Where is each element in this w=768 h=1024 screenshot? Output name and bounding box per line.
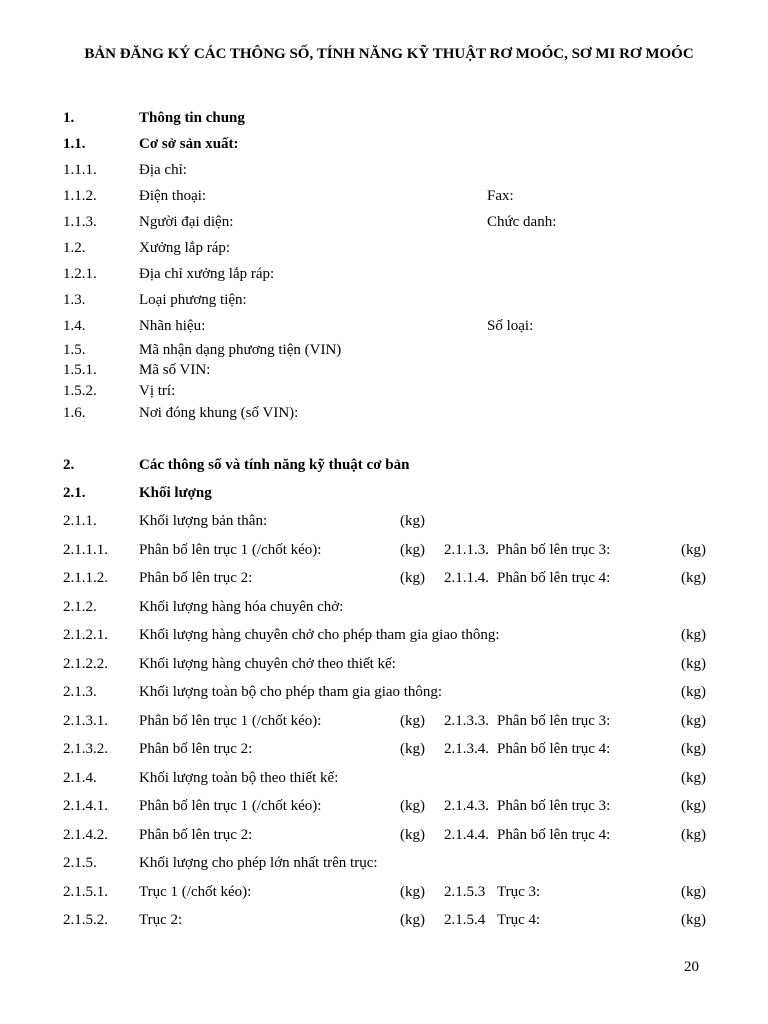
item-number: 1.2. bbox=[63, 240, 86, 256]
item-label: Số loại: bbox=[487, 318, 534, 334]
unit-label: (kg) bbox=[681, 570, 706, 586]
item-label: Phân bố lên trục 4: bbox=[497, 570, 611, 586]
item-number: 2.1.1.2. bbox=[63, 570, 108, 586]
item-label: Khối lượng toàn bộ cho phép tham gia giao thông: bbox=[139, 684, 443, 700]
item-label: Vị trí: bbox=[139, 383, 176, 399]
item-number: 2.1.3.2. bbox=[63, 741, 108, 757]
item-number: 1.1.2. bbox=[63, 188, 97, 204]
item-number: 2.1.1.3. bbox=[444, 542, 489, 558]
section-number: 2. bbox=[63, 457, 75, 473]
unit-label: (kg) bbox=[400, 884, 425, 900]
item-label: Chức danh: bbox=[487, 214, 557, 230]
unit-label: (kg) bbox=[400, 713, 425, 729]
item-number: 2.1.5. bbox=[63, 855, 97, 871]
document-title: BẢN ĐĂNG KÝ CÁC THÔNG SỐ, TÍNH NĂNG KỸ THUẬT RƠ MOÓC, SƠ MI RƠ MOÓC bbox=[84, 46, 694, 62]
item-label: Khối lượng cho phép lớn nhất trên trục: bbox=[139, 855, 378, 871]
section-heading: Cơ sở sản xuất: bbox=[139, 136, 239, 152]
item-label: Nhãn hiệu: bbox=[139, 318, 206, 334]
unit-label: (kg) bbox=[400, 741, 425, 757]
item-label: Fax: bbox=[487, 188, 514, 204]
unit-label: (kg) bbox=[400, 542, 425, 558]
item-label: Xưởng lắp ráp: bbox=[139, 240, 231, 256]
unit-label: (kg) bbox=[681, 827, 706, 843]
section-number: 1. bbox=[63, 110, 75, 126]
item-label: Phân bố lên trục 1 (/chốt kéo): bbox=[139, 542, 322, 558]
item-number: 2.1.4.4. bbox=[444, 827, 489, 843]
unit-label: (kg) bbox=[400, 570, 425, 586]
item-number: 1.1.1. bbox=[63, 162, 97, 178]
item-number: 1.2.1. bbox=[63, 266, 97, 282]
item-label: Người đại diện: bbox=[139, 214, 234, 230]
item-label: Trục 4: bbox=[497, 912, 541, 928]
unit-label: (kg) bbox=[681, 884, 706, 900]
item-number: 1.5. bbox=[63, 342, 86, 358]
item-number: 2.1.2. bbox=[63, 599, 97, 615]
section-number: 1.1. bbox=[63, 136, 86, 152]
item-label: Mã nhận dạng phương tiện (VIN) bbox=[139, 342, 342, 358]
item-number: 2.1.5.4 bbox=[444, 912, 486, 928]
unit-label: (kg) bbox=[681, 542, 706, 558]
item-number: 1.1.3. bbox=[63, 214, 97, 230]
unit-label: (kg) bbox=[681, 798, 706, 814]
item-number: 2.1.1.4. bbox=[444, 570, 489, 586]
unit-label: (kg) bbox=[681, 656, 706, 672]
item-label: Khối lượng hàng hóa chuyên chở: bbox=[139, 599, 344, 615]
item-label: Khối lượng hàng chuyên chở cho phép tham gia giao thông: bbox=[139, 627, 500, 643]
unit-label: (kg) bbox=[400, 513, 425, 529]
item-label: Phân bố lên trục 1 (/chốt kéo): bbox=[139, 713, 322, 729]
unit-label: (kg) bbox=[681, 770, 706, 786]
unit-label: (kg) bbox=[400, 912, 425, 928]
page-number: 20 bbox=[684, 959, 699, 975]
unit-label: (kg) bbox=[681, 684, 706, 700]
item-label: Phân bố lên trục 4: bbox=[497, 741, 611, 757]
item-label: Trục 1 (/chốt kéo): bbox=[139, 884, 252, 900]
item-label: Mã số VIN: bbox=[139, 362, 211, 378]
item-number: 1.5.1. bbox=[63, 362, 97, 378]
item-label: Phân bố lên trục 2: bbox=[139, 827, 253, 843]
section-number: 2.1. bbox=[63, 485, 86, 501]
item-number: 2.1.1.1. bbox=[63, 542, 108, 558]
item-number: 1.4. bbox=[63, 318, 86, 334]
item-label: Phân bố lên trục 4: bbox=[497, 827, 611, 843]
item-number: 2.1.5.2. bbox=[63, 912, 108, 928]
item-label: Loại phương tiện: bbox=[139, 292, 247, 308]
unit-label: (kg) bbox=[400, 798, 425, 814]
item-label: Phân bố lên trục 3: bbox=[497, 713, 611, 729]
item-number: 2.1.3.1. bbox=[63, 713, 108, 729]
unit-label: (kg) bbox=[681, 713, 706, 729]
item-number: 1.3. bbox=[63, 292, 86, 308]
item-label: Khối lượng toàn bộ theo thiết kế: bbox=[139, 770, 339, 786]
item-label: Trục 3: bbox=[497, 884, 541, 900]
item-number: 2.1.3.3. bbox=[444, 713, 489, 729]
item-label: Phân bố lên trục 3: bbox=[497, 542, 611, 558]
item-number: 1.5.2. bbox=[63, 383, 97, 399]
item-label: Phân bố lên trục 3: bbox=[497, 798, 611, 814]
item-number: 2.1.5.3 bbox=[444, 884, 486, 900]
item-label: Phân bố lên trục 2: bbox=[139, 570, 253, 586]
item-number: 2.1.4. bbox=[63, 770, 97, 786]
item-label: Khối lượng hàng chuyên chở theo thiết kế: bbox=[139, 656, 396, 672]
item-number: 2.1.4.3. bbox=[444, 798, 489, 814]
unit-label: (kg) bbox=[400, 827, 425, 843]
item-number: 2.1.1. bbox=[63, 513, 97, 529]
item-number: 2.1.4.2. bbox=[63, 827, 108, 843]
item-label: Phân bố lên trục 2: bbox=[139, 741, 253, 757]
unit-label: (kg) bbox=[681, 912, 706, 928]
item-number: 2.1.4.1. bbox=[63, 798, 108, 814]
item-label: Địa chỉ xưởng lắp ráp: bbox=[139, 266, 275, 282]
item-number: 1.6. bbox=[63, 405, 86, 421]
item-number: 2.1.3. bbox=[63, 684, 97, 700]
item-number: 2.1.5.1. bbox=[63, 884, 108, 900]
item-label: Địa chỉ: bbox=[139, 162, 187, 178]
section-heading: Khối lượng bbox=[139, 485, 212, 501]
unit-label: (kg) bbox=[681, 627, 706, 643]
item-label: Trục 2: bbox=[139, 912, 183, 928]
section-heading: Các thông số và tính năng kỹ thuật cơ bản bbox=[139, 457, 410, 473]
item-label: Phân bố lên trục 1 (/chốt kéo): bbox=[139, 798, 322, 814]
unit-label: (kg) bbox=[681, 741, 706, 757]
section-heading: Thông tin chung bbox=[139, 110, 245, 126]
item-label: Nơi đóng khung (số VIN): bbox=[139, 405, 299, 421]
item-label: Điện thoại: bbox=[139, 188, 207, 204]
item-number: 2.1.2.2. bbox=[63, 656, 108, 672]
item-number: 2.1.2.1. bbox=[63, 627, 108, 643]
item-number: 2.1.3.4. bbox=[444, 741, 489, 757]
item-label: Khối lượng bản thân: bbox=[139, 513, 268, 529]
